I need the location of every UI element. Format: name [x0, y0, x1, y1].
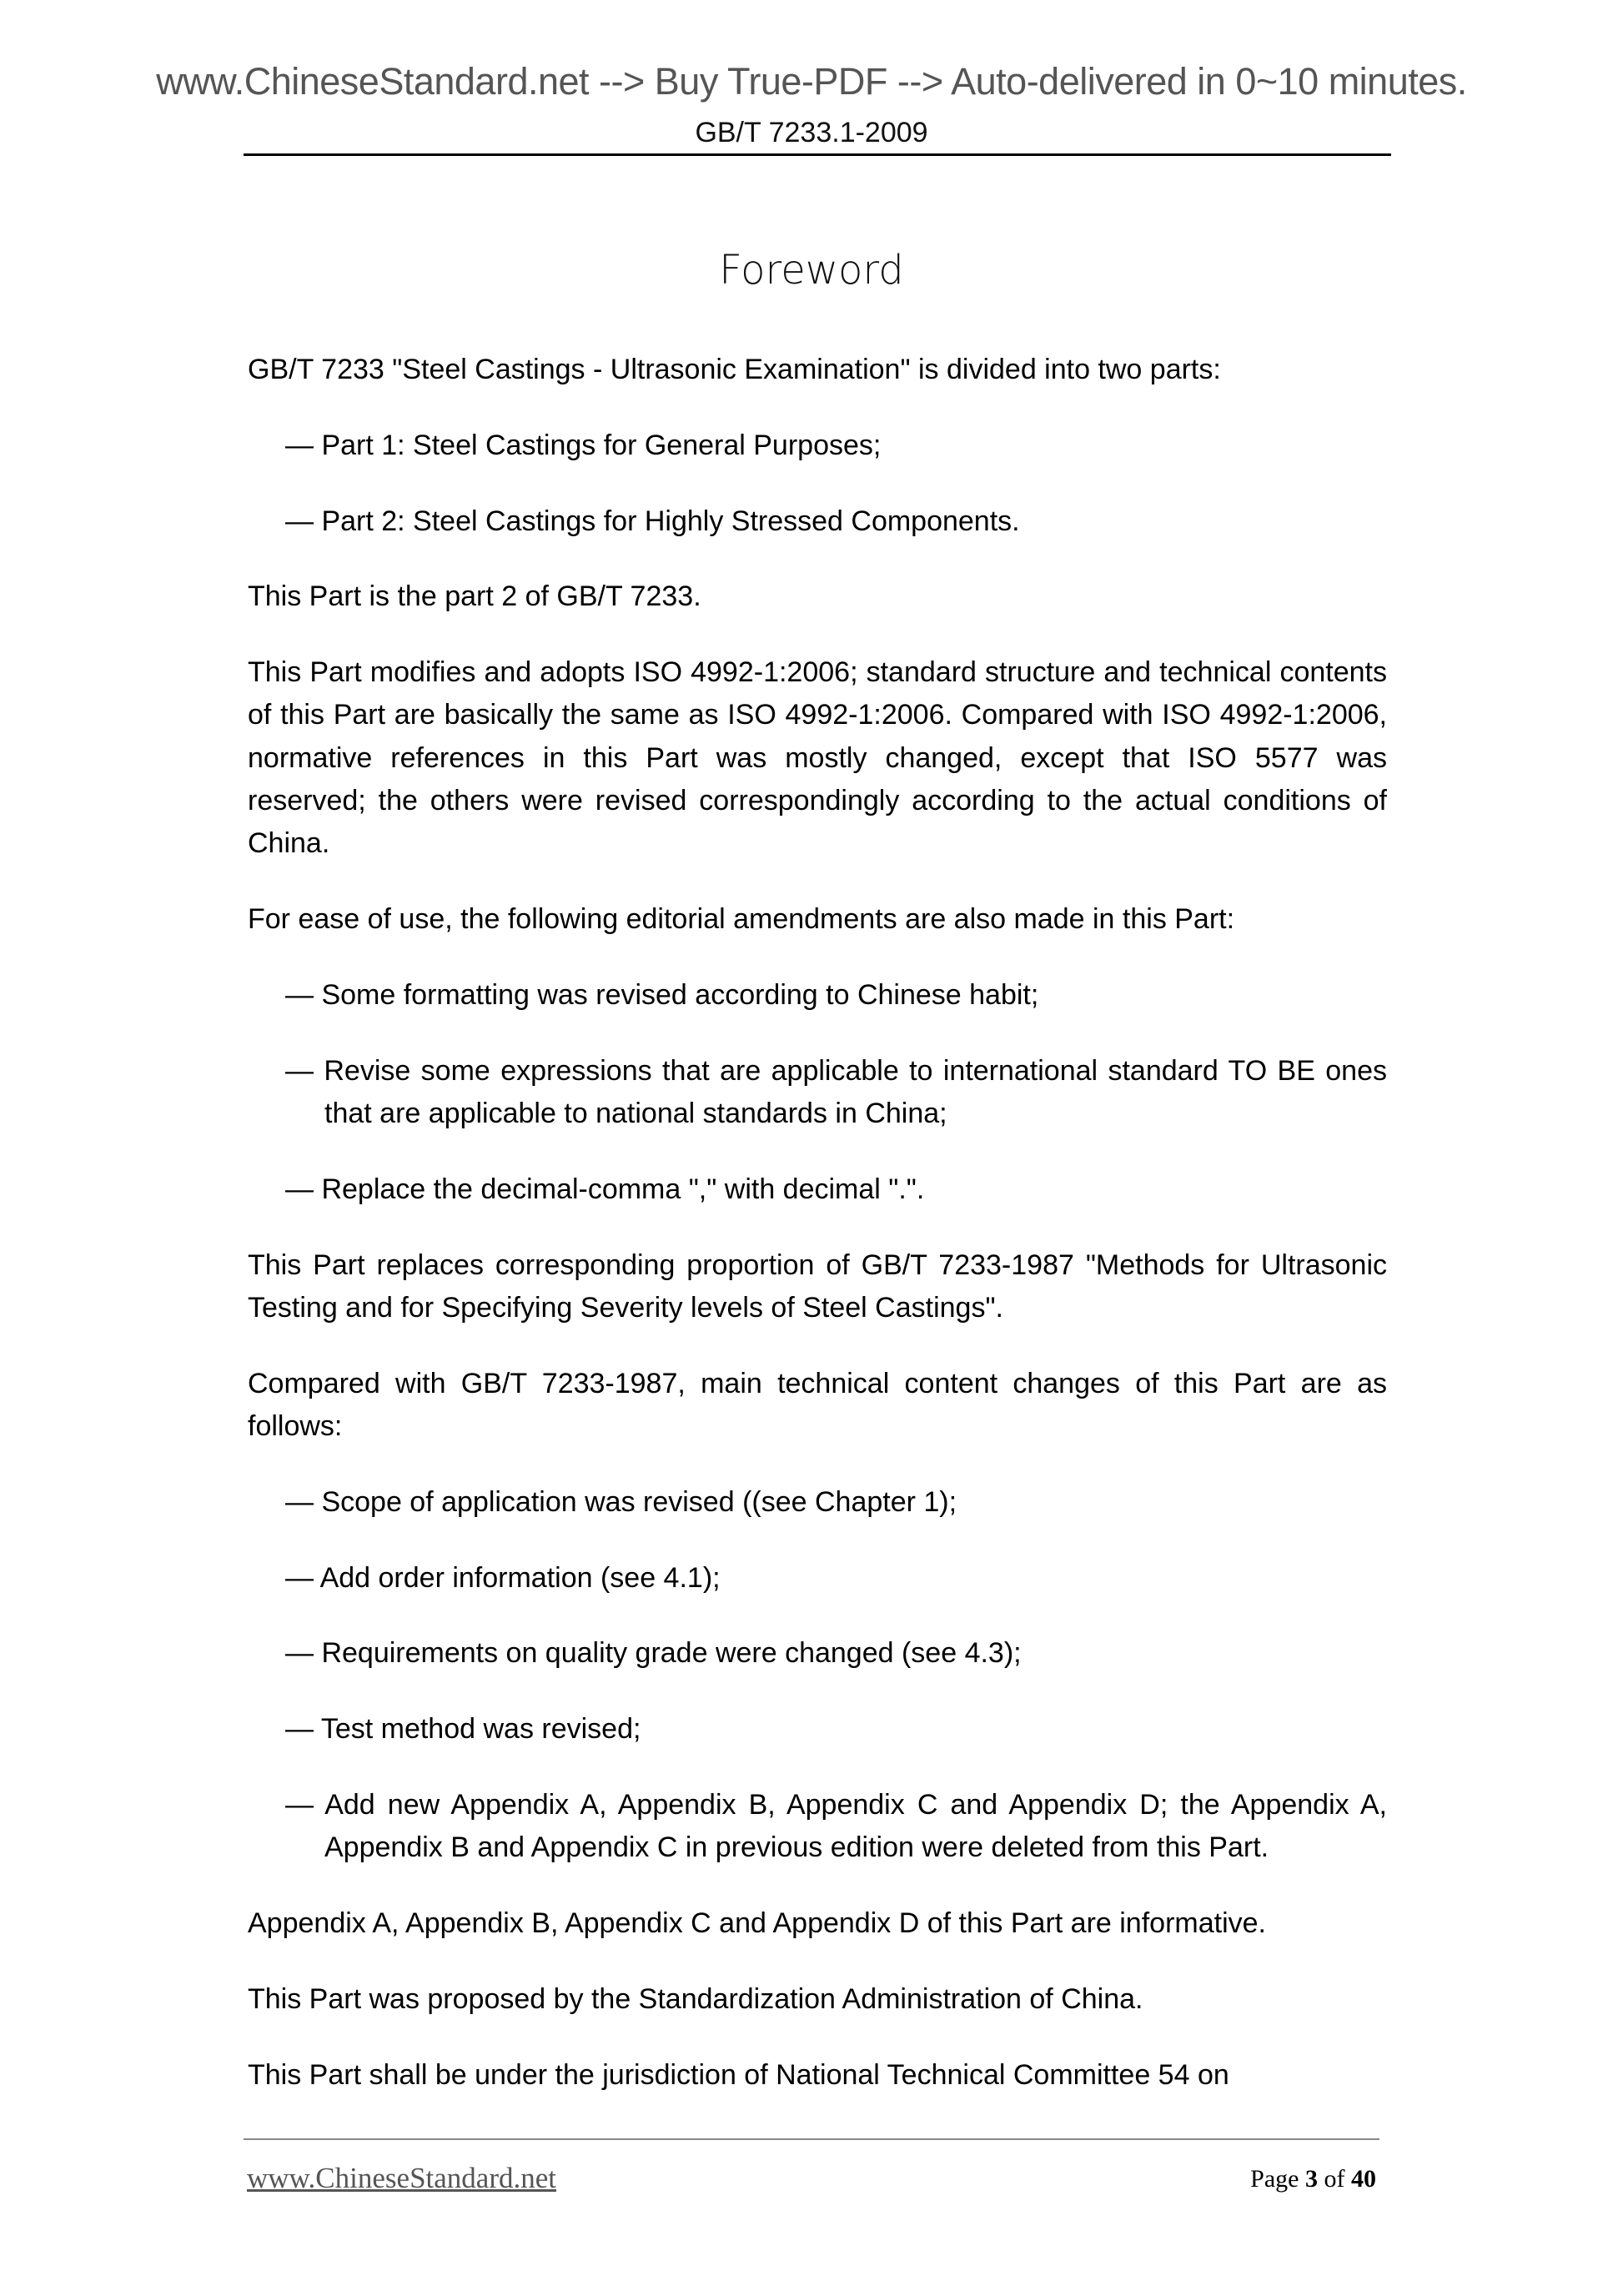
paragraph: Appendix A, Appendix B, Appendix C and Appendix D of this Part are informative. — [248, 1907, 1266, 1940]
paragraph: For ease of use, the following editorial amendments are also made in this Part: — [248, 903, 1235, 936]
paragraph: Compared with GB/T 7233-1987, main technical content changes of this Part are as follows: — [248, 1367, 1387, 1443]
document-id: GB/T 7233.1-2009 — [695, 117, 928, 148]
list-item: — Add order information (see 4.1); — [285, 1561, 721, 1594]
header-divider — [244, 153, 1391, 156]
document-body — [248, 349, 1387, 2130]
list-item: — Replace the decimal-comma "," with decimal ".". — [285, 1173, 925, 1205]
list-item: — Add new Appendix A, Appendix B, Appendix C and Appendix D; the Appendix A, Appendix B and Appendix C in previous edition were deleted from this Part. — [285, 1789, 1387, 1864]
paragraph: This Part shall be under the jurisdiction of National Technical Committee 54 on — [248, 2058, 1229, 2091]
page-of: of — [1324, 2165, 1345, 2193]
footer-link[interactable]: www.ChineseStandard.net — [247, 2162, 556, 2194]
list-item: — Revise some expressions that are applicable to international standard TO BE ones that are applicable to national standards in China; — [285, 1054, 1387, 1130]
list-item: — Part 2: Steel Castings for Highly Stressed Components. — [285, 505, 1020, 537]
list-item: — Part 1: Steel Castings for General Purposes; — [285, 429, 882, 461]
header-banner: www.ChineseStandard.net --> Buy True-PDF --> Auto-delivered in 0~10 minutes. — [156, 60, 1467, 103]
list-item: — Test method was revised; — [285, 1713, 641, 1746]
page-title: Foreword — [719, 247, 904, 294]
page-number — [1250, 2165, 1376, 2193]
page-current: 3 — [1305, 2165, 1318, 2193]
paragraph: This Part replaces corresponding proportion of GB/T 7233-1987 "Methods for Ultrasonic Testing and for Specifying Severity levels of Steel Castings". — [248, 1248, 1387, 1324]
list-item: — Requirements on quality grade were changed (see 4.3); — [285, 1637, 1022, 1670]
footer-divider — [244, 2138, 1379, 2140]
list-item: — Scope of application was revised ((see Chapter 1); — [285, 1485, 957, 1518]
paragraph: This Part is the part 2 of GB/T 7233. — [248, 580, 701, 613]
page-prefix: Page — [1250, 2165, 1299, 2193]
paragraph: This Part was proposed by the Standardization Administration of China. — [248, 1982, 1143, 2015]
page-total: 40 — [1351, 2165, 1376, 2193]
paragraph: This Part modifies and adopts ISO 4992-1:2006; standard structure and technical contents of this Part are basically the same as ISO 4992-1:2006. Compared with ISO 4992-1:2006, normative references in this Part was mostly changed, except that ISO 5577 was reserved; the others were revised correspondingly according to the actual conditions of China. — [248, 656, 1387, 860]
paragraph: GB/T 7233 "Steel Castings - Ultrasonic Examination" is divided into two parts: — [248, 354, 1221, 385]
list-item: — Some formatting was revised according to Chinese habit; — [285, 978, 1039, 1011]
